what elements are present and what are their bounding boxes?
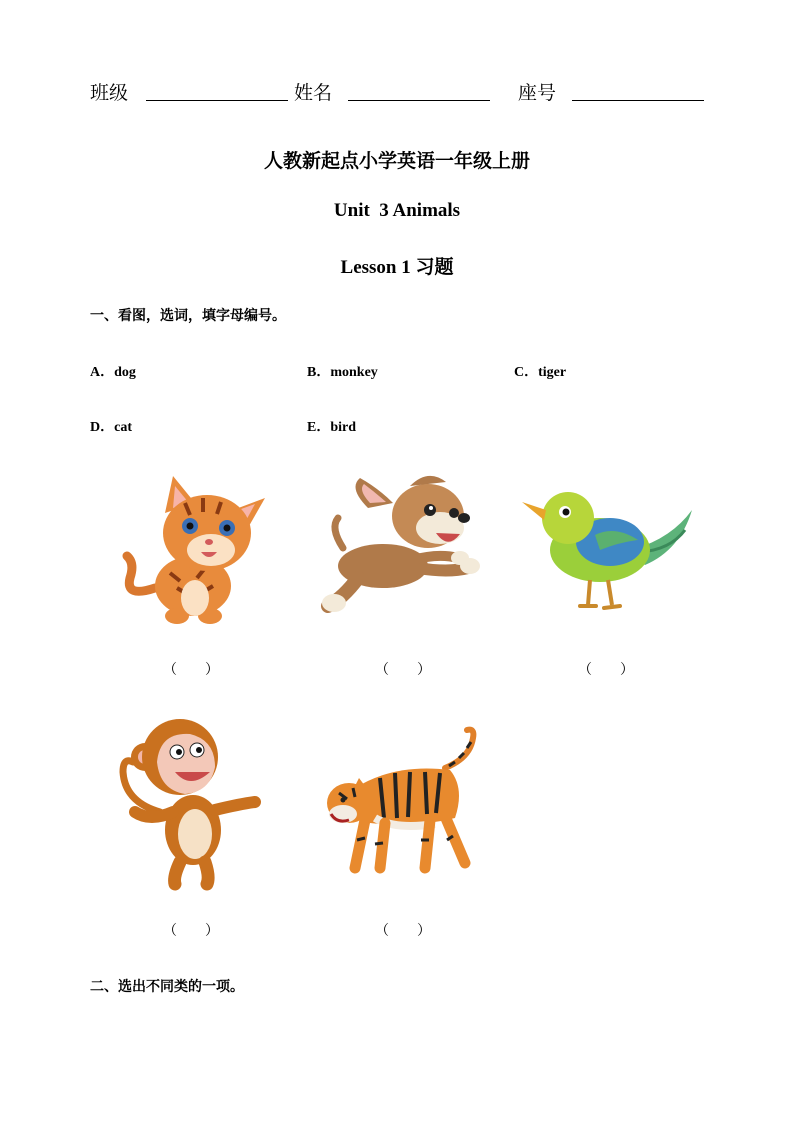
answer-blank-5[interactable]: （ ） — [375, 924, 431, 939]
name-label: 姓名 — [294, 82, 333, 104]
option-b: B．monkey — [307, 365, 378, 380]
monkey-picture — [115, 712, 265, 892]
cat-picture — [115, 468, 275, 628]
option-a: A．dog — [90, 365, 136, 380]
option-c: C．tiger — [514, 365, 567, 380]
bird-picture — [520, 480, 700, 620]
section2-heading: 二、选出不同类的一项。 — [90, 979, 244, 995]
option-e: E．bird — [307, 420, 357, 435]
seat-field[interactable] — [572, 100, 704, 101]
name-field[interactable] — [348, 100, 490, 101]
book-title: 人教新起点小学英语一年级上册 — [263, 150, 530, 172]
section1-heading: 一、看图，选词，填字母编号。 — [90, 308, 286, 324]
dog-picture — [318, 468, 488, 628]
answer-blank-3[interactable]: （ ） — [578, 663, 634, 678]
seat-label: 座号 — [518, 82, 557, 104]
answer-blank-2[interactable]: （ ） — [375, 663, 431, 678]
unit-title: Unit 3 Animals — [333, 200, 461, 221]
class-label: 班级 — [90, 82, 129, 104]
lesson-title: Lesson 1 习题 — [340, 257, 454, 278]
option-d: D．cat — [90, 420, 133, 435]
answer-blank-4[interactable]: （ ） — [163, 924, 219, 939]
tiger-picture — [325, 728, 485, 883]
class-field[interactable] — [146, 100, 288, 101]
answer-blank-1[interactable]: （ ） — [163, 663, 219, 678]
